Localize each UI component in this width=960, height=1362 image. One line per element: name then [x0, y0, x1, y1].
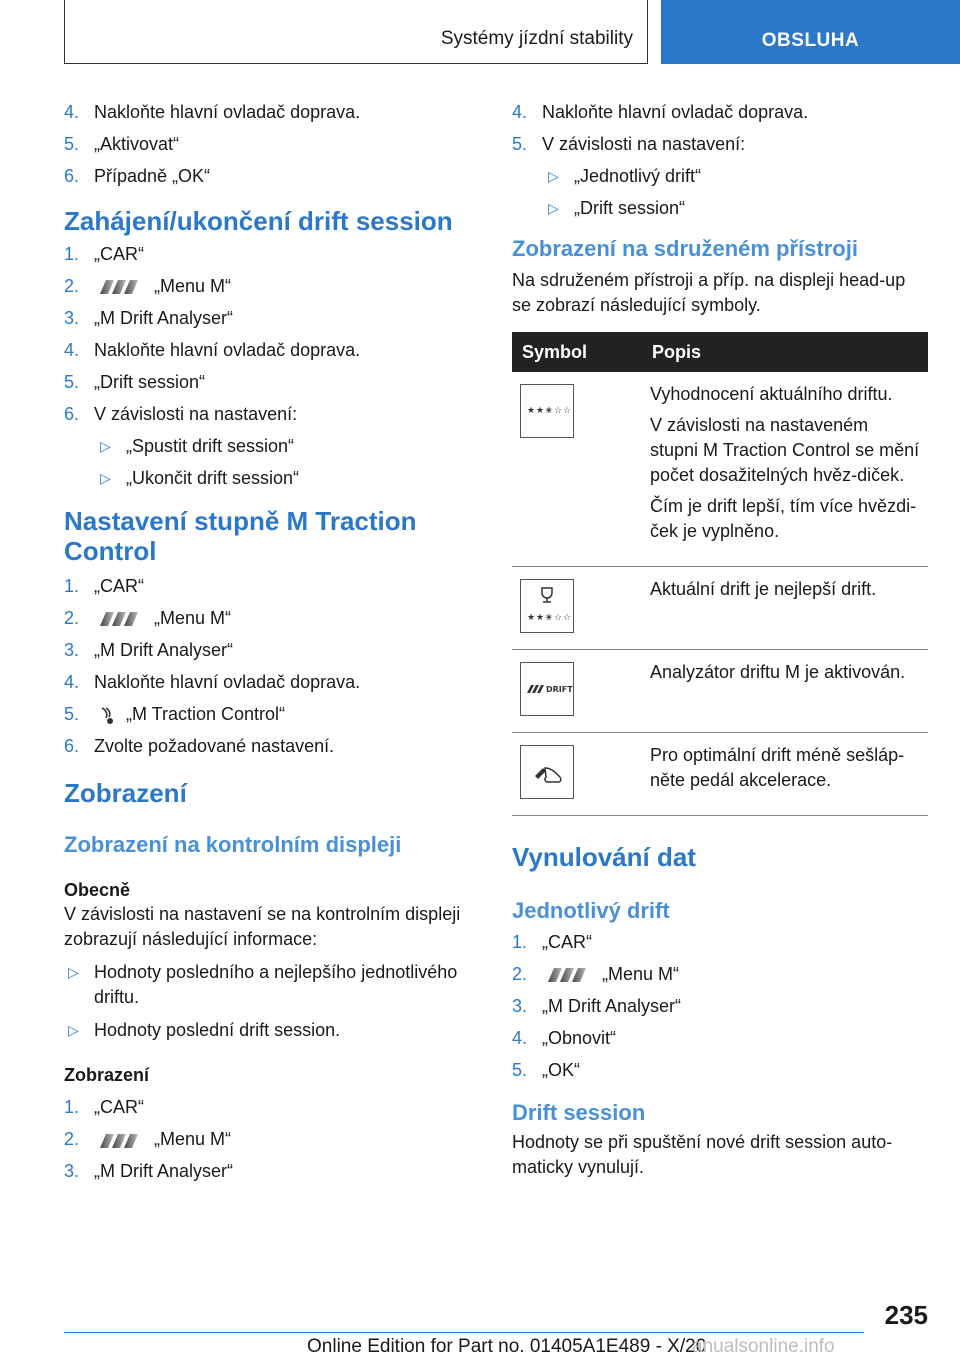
drift-session-heading: Zahájení/ukončení drift session — [64, 206, 453, 236]
list-item — [64, 402, 480, 426]
step-number: 1. — [64, 244, 80, 264]
step-text: „Drift session“ — [94, 372, 206, 392]
step-text: V závislosti na nastavení: — [94, 404, 298, 424]
list-item — [64, 434, 480, 458]
list-item — [64, 1159, 480, 1183]
list-item — [64, 338, 480, 362]
step-text: „M Drift Analyser“ — [94, 1161, 234, 1182]
list-item — [512, 132, 928, 156]
traction-steps — [64, 574, 480, 758]
list-item — [64, 638, 480, 662]
row1-line3: Čím je drift lepší, tím více hvězdi-ček je vyplněno. — [650, 496, 917, 541]
step-text: „Aktivovat“ — [94, 134, 180, 154]
step-text: Nakloňte hlavní ovladač doprava. — [94, 672, 361, 692]
right-column — [512, 100, 928, 1180]
svg-text:✬: ✬ — [545, 613, 553, 623]
general-title: Obecně — [64, 880, 131, 901]
list-item — [64, 242, 480, 266]
step-text: „Obnovit“ — [542, 1028, 617, 1048]
header-tab-label: OBSLUHA — [761, 30, 860, 51]
triangle-bullet-icon: ▷ — [68, 964, 79, 981]
table-row — [512, 567, 928, 650]
list-item — [64, 306, 480, 330]
list-item — [64, 132, 480, 156]
step-text: „Menu M“ — [154, 608, 232, 628]
list-item — [512, 100, 928, 124]
list-item — [64, 1018, 480, 1043]
step-number: 3. — [64, 640, 80, 660]
triangle-bullet-icon: ▷ — [68, 1022, 79, 1039]
list-item — [512, 962, 928, 986]
step-number: 4. — [64, 340, 80, 360]
pedal-foot-icon — [520, 745, 574, 799]
step-text: „Menu M“ — [154, 276, 232, 296]
step-text: „M Traction Control“ — [126, 704, 286, 724]
step-text: Případně „OK“ — [94, 166, 211, 186]
sub-text: Hodnoty poslední drift session. — [94, 1020, 341, 1041]
list-item — [64, 370, 480, 394]
svg-text:☆: ☆ — [554, 613, 563, 623]
reset-sub2-text: Hodnoty se při spuštění nové drift session auto-maticky vynulují. — [512, 1132, 893, 1177]
step-number: 5. — [512, 1060, 528, 1080]
triangle-bullet-icon: ▷ — [100, 470, 111, 486]
step-text: „Menu M“ — [154, 1129, 232, 1150]
step-text: „CAR“ — [542, 932, 592, 952]
svg-text:★: ★ — [527, 613, 536, 623]
step-number: 5. — [512, 134, 528, 154]
sub-text: „Drift session“ — [574, 198, 686, 218]
step-text: Nakloňte hlavní ovladač doprava. — [94, 102, 361, 122]
table-row — [512, 650, 928, 733]
show-steps — [64, 1095, 480, 1183]
reset-sub1: Jednotlivý drift — [512, 898, 670, 923]
sub-text: „Spustit drift session“ — [126, 436, 295, 456]
step-number: 3. — [512, 996, 528, 1016]
step-number: 4. — [64, 102, 80, 122]
right-intro-steps — [512, 100, 928, 220]
step-number: 4. — [512, 102, 528, 122]
step-number: 6. — [64, 166, 80, 186]
list-item — [512, 1026, 928, 1050]
table-head-desc: Popis — [642, 332, 928, 372]
step-number: 5. — [64, 372, 80, 392]
stars-rating-icon — [520, 384, 574, 438]
reset-sub2: Drift session — [512, 1100, 646, 1125]
list-item — [512, 196, 928, 220]
header-tab[interactable] — [661, 0, 960, 64]
table-row — [512, 372, 928, 567]
step-number: 3. — [64, 1161, 80, 1182]
step-text: Nakloňte hlavní ovladač doprava. — [542, 102, 809, 122]
step-number: 4. — [64, 672, 80, 692]
step-number: 5. — [64, 704, 80, 724]
step-text: Nakloňte hlavní ovladač doprava. — [94, 340, 361, 360]
cluster-heading: Zobrazení na sdruženém přístroji — [512, 236, 858, 261]
general-bullets — [64, 960, 480, 1043]
step-number: 2. — [64, 608, 80, 628]
m-menu-icon — [98, 1134, 144, 1148]
footer-divider — [64, 1332, 864, 1333]
display-heading: Zobrazení — [64, 778, 187, 809]
svg-text:★: ★ — [536, 406, 545, 416]
footer-edition: Online Edition for Part no. 01405A1E489 - X/20 — [307, 1336, 707, 1357]
header-title: Systémy jízdní stability — [440, 28, 633, 49]
list-item — [64, 100, 480, 124]
header-frame — [64, 0, 648, 64]
m-drift-icon — [520, 662, 574, 716]
svg-text:★: ★ — [536, 613, 545, 623]
step-number: 1. — [64, 576, 80, 596]
sub-text: „Jednotlivý drift“ — [574, 166, 702, 186]
step-text: „M Drift Analyser“ — [94, 308, 234, 328]
sub-text: Hodnoty posledního a nejlepšího jednotlivého driftu. — [94, 962, 458, 1008]
step-number: 5. — [64, 134, 80, 154]
step-number: 2. — [512, 964, 528, 984]
trophy-stars-icon — [520, 579, 574, 633]
list-item — [64, 1127, 480, 1151]
list-item — [64, 164, 480, 188]
list-item — [64, 606, 480, 630]
list-item — [64, 466, 480, 490]
general-text: V závislosti na nastavení se na kontrolním displeji zobrazují následující informace: — [64, 904, 461, 950]
drift-label: DRIFT — [546, 685, 573, 694]
symbol-table — [512, 332, 928, 816]
triangle-bullet-icon: ▷ — [548, 168, 559, 184]
list-item — [512, 164, 928, 188]
list-item — [64, 1095, 480, 1119]
step-number: 4. — [512, 1028, 528, 1048]
step-text: V závislosti na nastavení: — [542, 134, 746, 154]
m-menu-icon — [98, 612, 144, 626]
page-number: 235 — [884, 1300, 928, 1330]
step-text: „M Drift Analyser“ — [542, 996, 682, 1016]
list-item — [512, 930, 928, 954]
step-text: „CAR“ — [94, 1097, 144, 1118]
triangle-bullet-icon: ▷ — [100, 438, 111, 454]
row4-line1: Pro optimální drift méně sešláp-něte pedál akcelerace. — [650, 745, 905, 790]
triangle-bullet-icon: ▷ — [548, 200, 559, 216]
m-menu-icon — [98, 280, 144, 294]
display-subheading: Zobrazení na kontrolním displeji — [64, 832, 402, 858]
step-number: 1. — [64, 1097, 80, 1118]
cluster-text: Na sdruženém přístroji a příp. na displeji head-up se zobrazí následující symboly. — [512, 270, 906, 315]
left-column — [64, 100, 480, 1191]
left-intro-steps — [64, 100, 480, 188]
reset-steps — [512, 930, 928, 1082]
step-number: 2. — [64, 276, 80, 296]
step-text: „OK“ — [542, 1060, 580, 1080]
step-text: Zvolte požadované nastavení. — [94, 736, 335, 757]
list-item — [64, 734, 480, 758]
svg-text:☆: ☆ — [554, 406, 563, 416]
footer-watermark: anualsonline.info — [692, 1336, 835, 1357]
row1-line1: Vyhodnocení aktuálního driftu. — [650, 384, 893, 404]
row2-line1: Aktuální drift je nejlepší drift. — [650, 579, 877, 599]
traction-control-icon — [96, 704, 116, 726]
list-item — [512, 994, 928, 1018]
table-row — [512, 733, 928, 816]
step-text: „CAR“ — [94, 576, 144, 596]
traction-heading: Nastavení stupně M Traction Control — [64, 506, 417, 566]
svg-text:✬: ✬ — [545, 406, 553, 416]
step-text: „CAR“ — [94, 244, 144, 264]
list-item — [64, 702, 480, 726]
list-item — [64, 670, 480, 694]
step-number: 2. — [64, 1129, 80, 1150]
table-head-symbol: Symbol — [512, 332, 642, 372]
drift-session-steps — [64, 242, 480, 490]
list-item — [64, 960, 480, 1010]
step-text: „Menu M“ — [602, 964, 680, 984]
row3-line1: Analyzátor driftu M je aktivován. — [650, 662, 906, 682]
reset-heading: Vynulování dat — [512, 842, 696, 872]
list-item — [64, 274, 480, 298]
list-item — [512, 1058, 928, 1082]
step-number: 3. — [64, 308, 80, 328]
step-number: 6. — [64, 404, 80, 424]
list-item — [64, 574, 480, 598]
sub-text: „Ukončit drift session“ — [126, 468, 300, 488]
step-text: „M Drift Analyser“ — [94, 640, 234, 660]
m-menu-icon — [546, 968, 592, 982]
svg-text:☆: ☆ — [563, 613, 572, 623]
show-title: Zobrazení — [64, 1065, 150, 1086]
row1-line2: V závislosti na nastaveném stupni M Traction Control se mění počet dosažitelných hvěz-diček. — [650, 415, 920, 485]
svg-text:☆: ☆ — [563, 406, 572, 416]
svg-text:★: ★ — [527, 406, 536, 416]
step-number: 6. — [64, 736, 80, 757]
step-number: 1. — [512, 932, 528, 952]
